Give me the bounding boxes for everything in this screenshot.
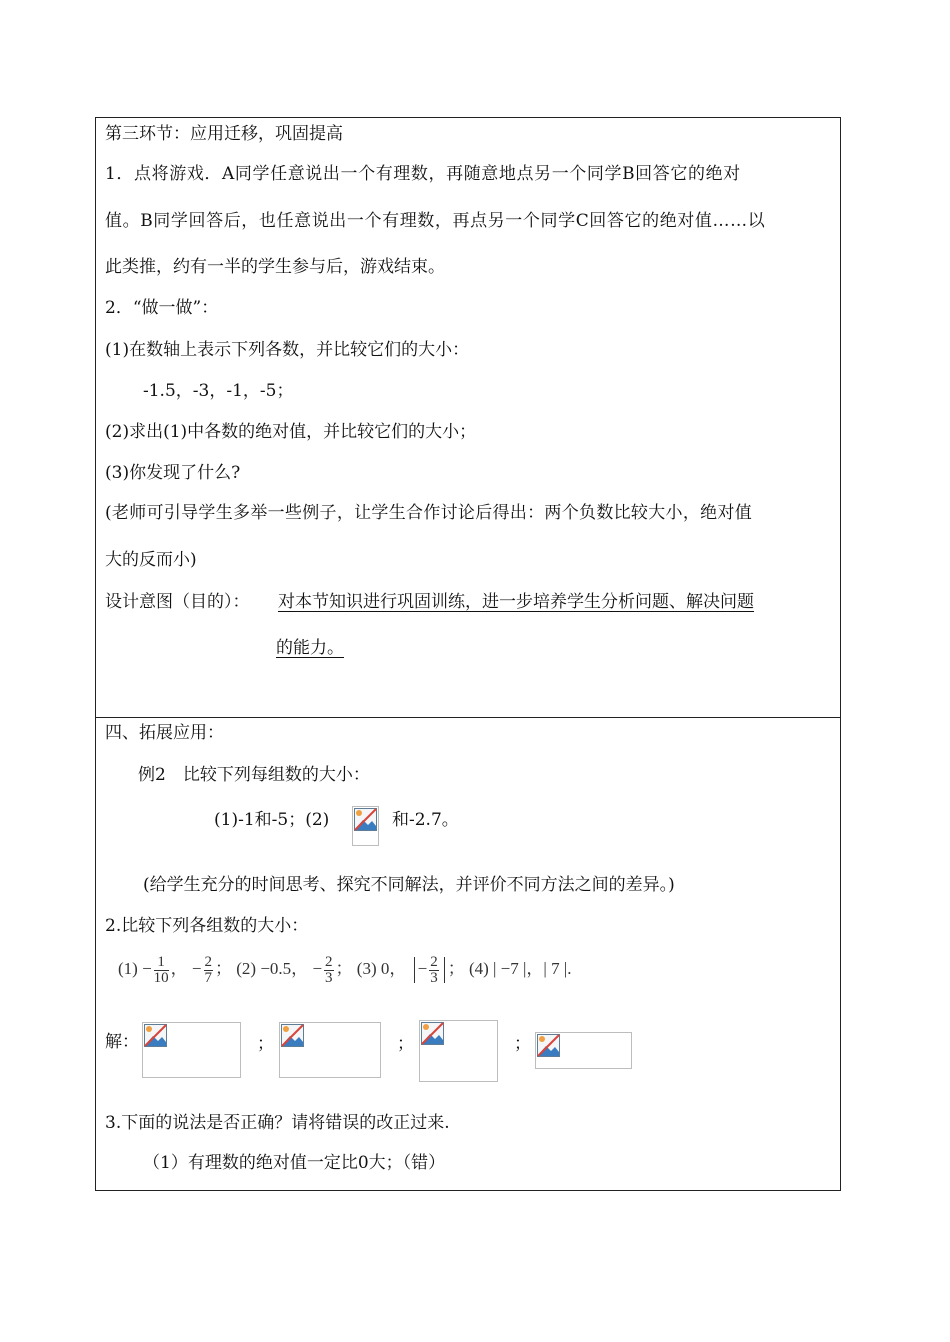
teaching-hint: (给学生充分的时间思考、探究不同解法，并评价不同方法之间的差异。): [143, 875, 675, 895]
separator: ；: [257, 1034, 274, 1054]
part-2-label: (2) −0.5，: [236, 959, 309, 978]
example-part2: 和-2.7。: [392, 810, 459, 830]
design-intent-line2: 的能力。: [276, 638, 344, 658]
solution-image-2: [279, 1022, 381, 1078]
part-1-label: (1): [118, 959, 138, 978]
example-2: 例2 比较下列每组数的大小：: [138, 765, 370, 785]
design-intent-label: 设计意图（目的）：: [105, 592, 250, 612]
fraction-2-7: $\frac{2}{7}$: [204, 953, 213, 986]
broken-image-icon: [537, 1034, 561, 1058]
design-intent-line1: 对本节知识进行巩固训练，进一步培养学生分析问题、解决问题: [278, 592, 754, 612]
broken-image-icon: [144, 1024, 168, 1048]
abs-fraction-2-3: $\frac{2}{3}$: [430, 953, 438, 986]
question-3-title: 3.下面的说法是否正确？请将错误的改正过来.: [105, 1113, 450, 1133]
separator: ；: [397, 1034, 414, 1054]
table-row-divider: [95, 717, 841, 718]
image-placeholder-fraction: [352, 806, 379, 846]
section3-heading: 第三环节：应用迁移，巩固提高: [105, 124, 343, 144]
teacher-note-line2: 大的反而小): [105, 550, 197, 570]
example-part1: (1)-1和-5；(2): [214, 810, 330, 830]
question-3-item-1: （1）有理数的绝对值一定比0大；（错）: [143, 1153, 446, 1173]
game-paragraph-line2: 值。B同学回答后，也任意说出一个有理数，再点另一个同学C回答它的绝对值……以: [105, 211, 766, 231]
part-4-label: (4) | −7 |，| 7 |.: [468, 959, 572, 978]
fraction-2-3: $\frac{2}{3}$: [325, 953, 333, 986]
broken-image-icon: [354, 808, 378, 832]
game-paragraph-line1: 1．点将游戏．A同学任意说出一个有理数，再随意地点另一个同学B回答它的绝对: [105, 164, 741, 184]
broken-image-icon: [421, 1022, 445, 1046]
solution-label: 解：: [105, 1032, 139, 1052]
question-2-title: 2.比较下列各组数的大小：: [105, 916, 309, 936]
game-paragraph-line3: 此类推，约有一半的学生参与后，游戏结束。: [105, 257, 445, 277]
question-3: (3)你发现了什么?: [105, 463, 241, 483]
teacher-note-line1: (老师可引导学生多举一些例子，让学生合作讨论后得出：两个负数比较大小，绝对值: [105, 503, 753, 523]
solution-image-3: [419, 1020, 498, 1082]
do-it-heading: 2．“做一做”：: [105, 298, 219, 318]
question-1: (1)在数轴上表示下列各数，并比较它们的大小：: [105, 340, 470, 360]
broken-image-icon: [281, 1024, 305, 1048]
number-list: -1.5，-3，-1，-5；: [143, 381, 294, 401]
fraction-1-10: $\frac{1}{10}$: [153, 953, 169, 986]
question-2: (2)求出(1)中各数的绝对值，并比较它们的大小；: [105, 422, 477, 442]
solution-image-4: [535, 1032, 632, 1069]
comparison-problems: (1) − $\frac{1}{10}$ ， − $\frac{2}{7}$ ； (2) −0.5， − $\frac{2}{3}$ ； (3) 0， − $\frac{2}{3}$ ； (4) | −7 |，| 7 |.: [118, 953, 572, 986]
part-3-label: (3) 0，: [356, 959, 407, 978]
solution-image-1: [142, 1022, 241, 1078]
separator: ；: [514, 1034, 531, 1054]
section4-heading: 四、拓展应用：: [105, 723, 224, 743]
